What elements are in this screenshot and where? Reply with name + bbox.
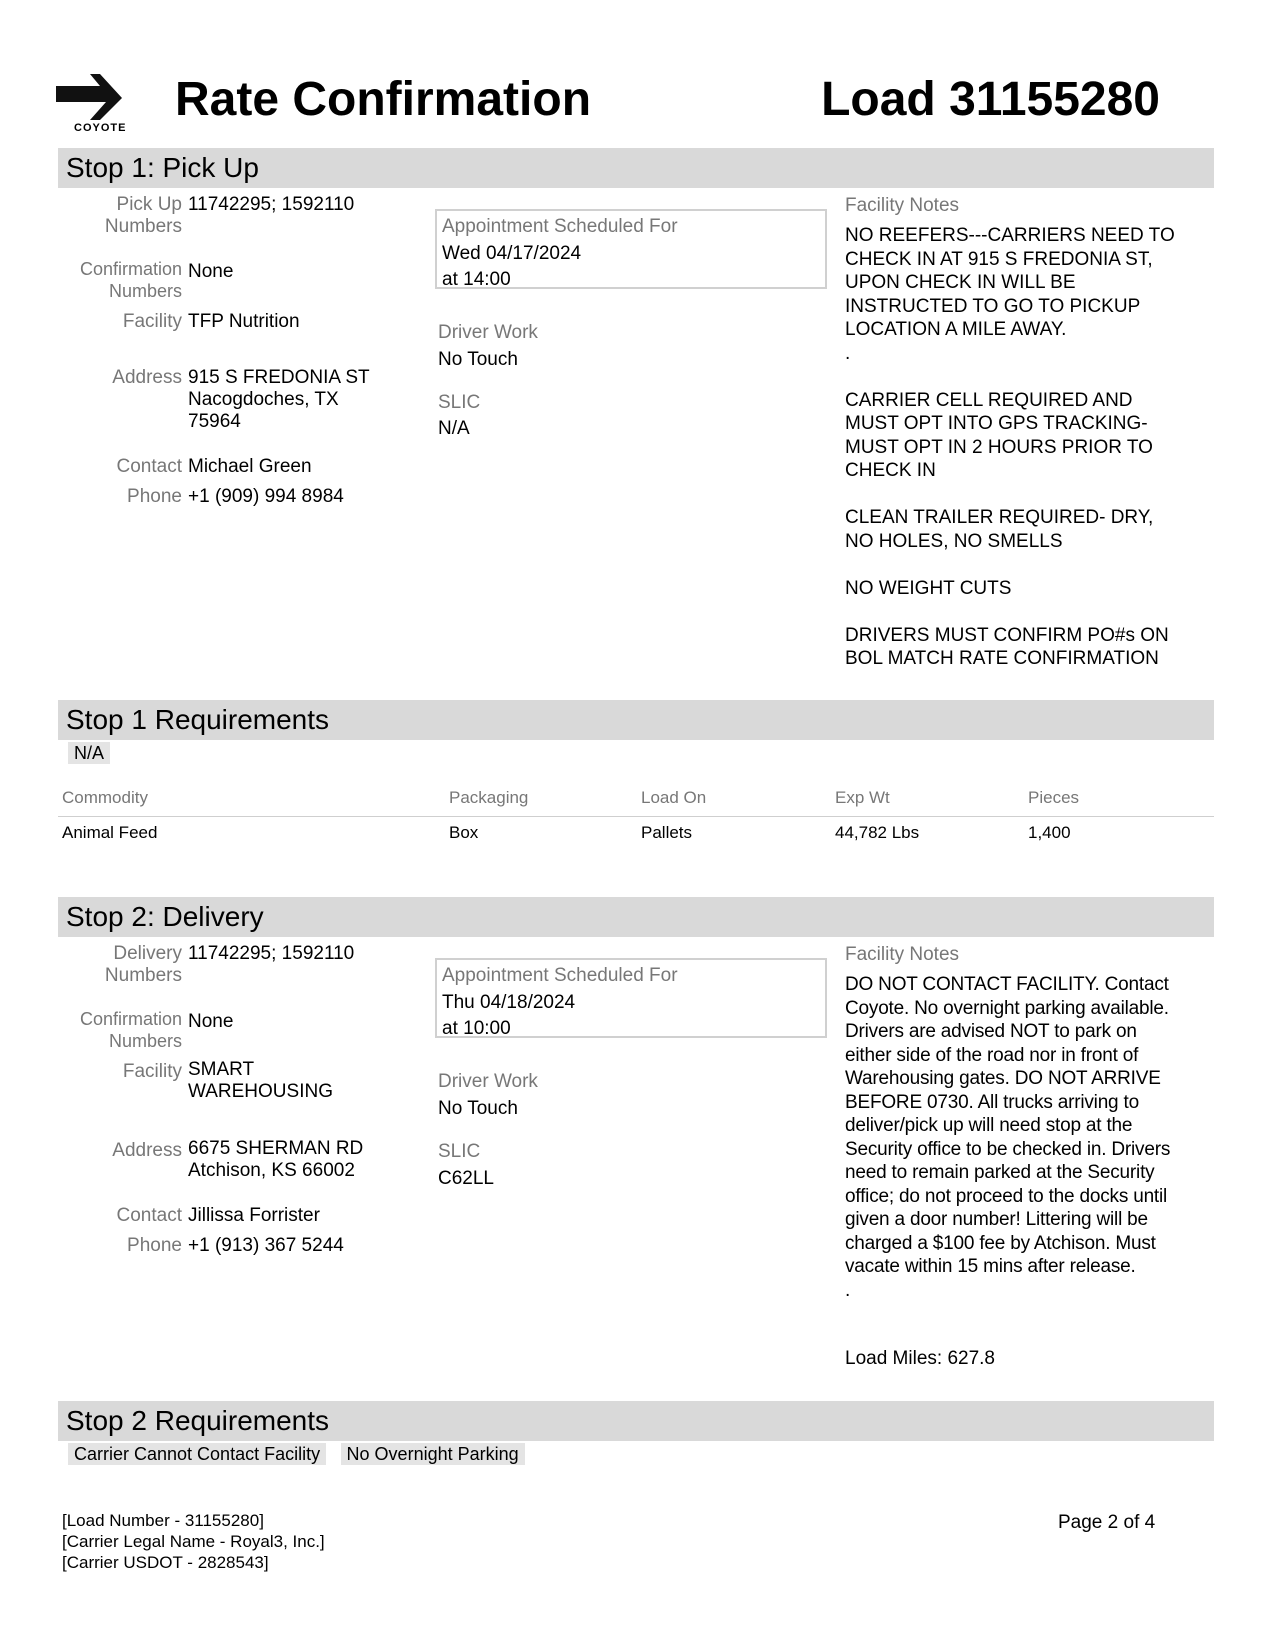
stop2-slic-value: C62LL	[438, 1168, 494, 1189]
stop1-notes-label: Facility Notes	[845, 195, 960, 216]
stop2-driver-work-label: Driver Work	[438, 1071, 538, 1092]
table-cell-pieces: 1,400	[1028, 823, 1071, 842]
coyote-logo	[56, 72, 136, 138]
page-number: Page 2 of 4	[1058, 1512, 1156, 1533]
stop1-heading-bar	[58, 148, 1214, 188]
stop2-facility-label: Facility	[122, 1061, 182, 1082]
page-title: Rate Confirmation	[175, 73, 592, 126]
stop1-confirmation-value: None	[188, 261, 234, 282]
stop1-appointment-label: Appointment Scheduled For	[442, 216, 678, 237]
stop1-requirements-list	[68, 743, 110, 764]
stop1-appointment-box	[435, 209, 827, 289]
stop1-facility-value: TFP Nutrition	[188, 311, 300, 332]
stop2-driver-work-value: No Touch	[438, 1098, 518, 1119]
stop2-address: 6675 SHERMAN RD Atchison, KS 66002	[188, 1138, 364, 1181]
stop1-facility-notes: NO REEFERS---CARRIERS NEED TO CHECK IN AT 915 S FREDONIA ST, UPON CHECK IN WILL BE INSTRUCTED TO GO TO PICKUP LOCATION A MILE AWAY. . CARRIER CELL REQUIRED AND MUST OPT INTO GPS TRACKING- MUST OPT IN 2 HOURS PRIOR TO CHECK IN CLEAN TRAILER REQUIRED- DRY, NO HOLES, NO SMELLS NO WEIGHT CUTS DRIVERS MUST CONFIRM PO#s ON BOL MATCH RATE CONFIRMATION	[845, 225, 1175, 669]
footer-carrier-info	[62, 1510, 325, 1573]
table-header-exp-wt: Exp Wt	[835, 788, 890, 807]
requirement-chip: N/A	[68, 742, 110, 764]
stop2-phone-value: +1 (913) 367 5244	[188, 1235, 344, 1256]
stop1-slic-label: SLIC	[438, 392, 481, 413]
stop2-contact-value: Jillissa Forrister	[188, 1205, 320, 1226]
requirement-chip: No Overnight Parking	[341, 1443, 525, 1465]
requirement-chip: Carrier Cannot Contact Facility	[68, 1443, 326, 1465]
stop2-delivery-label: Delivery Numbers	[104, 943, 182, 986]
footer-usdot: [Carrier USDOT - 2828543]	[62, 1553, 269, 1572]
stop2-delivery-numbers: 11742295; 1592110	[188, 943, 355, 964]
stop2-confirmation-value: None	[188, 1011, 234, 1032]
stop2-requirements-heading: Stop 2 Requirements	[66, 1405, 330, 1436]
stop2-heading: Stop 2: Delivery	[66, 901, 264, 932]
stop1-contact-value: Michael Green	[188, 456, 312, 477]
stop1-appointment-date: Wed 04/17/2024	[442, 243, 582, 264]
coyote-mark-icon	[56, 72, 136, 120]
stop1-address-label: Address	[112, 367, 182, 388]
table-divider	[58, 816, 1214, 817]
stop1-pickup-label: Pick Up Numbers	[104, 194, 182, 237]
stop1-phone-value: +1 (909) 994 8984	[188, 486, 344, 507]
stop2-facility-notes: DO NOT CONTACT FACILITY. Contact Coyote. No overnight parking available. Drivers are advised NOT to park on either side of the road nor in front of Warehousing gates. DO NOT ARRIVE BEFORE 0730. All trucks arriving to deliver/pick up will need stop at the Security office to be checked in. Drivers need to remain parked at the Security office; do not proceed to the docks until given a door number! Littering will be charged a $100 fee by Atchison. Must vacate within 15 mins after release. .	[845, 974, 1171, 1301]
stop2-confirmation-label: Confirmation Numbers	[79, 1009, 182, 1051]
stop2-slic-label: SLIC	[438, 1141, 481, 1162]
stop1-appointment-time: at 14:00	[442, 269, 511, 290]
stop1-requirements-bar	[58, 700, 1214, 740]
stop1-pickup-numbers: 11742295; 1592110	[188, 194, 355, 215]
stop1-driver-work-value: No Touch	[438, 349, 518, 370]
table-cell-commodity: Animal Feed	[62, 823, 158, 842]
stop2-facility-value: SMART WAREHOUSING	[188, 1059, 333, 1102]
stop2-appointment-date: Thu 04/18/2024	[442, 992, 576, 1013]
stop2-appointment-label: Appointment Scheduled For	[442, 965, 678, 986]
stop1-address: 915 S FREDONIA ST Nacogdoches, TX 75964	[188, 367, 370, 432]
stop2-appointment-box	[435, 958, 827, 1038]
load-miles: Load Miles: 627.8	[845, 1348, 995, 1369]
table-header-commodity: Commodity	[62, 788, 148, 807]
stop2-requirements-bar	[58, 1401, 1214, 1441]
stop2-phone-label: Phone	[127, 1235, 182, 1256]
table-header-load-on: Load On	[641, 788, 707, 807]
footer-carrier-name: [Carrier Legal Name - Royal3, Inc.]	[62, 1532, 325, 1551]
stop2-address-label: Address	[112, 1140, 182, 1161]
stop1-facility-label: Facility	[122, 311, 182, 332]
table-cell-packaging: Box	[449, 823, 479, 842]
stop1-driver-work-label: Driver Work	[438, 322, 538, 343]
stop2-heading-bar	[58, 897, 1214, 937]
stop1-heading: Stop 1: Pick Up	[66, 152, 259, 183]
stop2-appointment-time: at 10:00	[442, 1018, 511, 1039]
footer-load-number: [Load Number - 31155280]	[62, 1511, 264, 1530]
table-header-packaging: Packaging	[449, 788, 529, 807]
table-header-pieces: Pieces	[1028, 788, 1080, 807]
stop1-slic-value: N/A	[438, 418, 470, 439]
table-cell-load-on: Pallets	[641, 823, 693, 842]
stop2-requirements-list	[68, 1444, 525, 1465]
stop2-contact-label: Contact	[116, 1205, 182, 1226]
stop1-phone-label: Phone	[127, 486, 182, 507]
stop2-notes-label: Facility Notes	[845, 944, 960, 965]
stop1-contact-label: Contact	[116, 456, 182, 477]
table-cell-exp-wt: 44,782 Lbs	[835, 823, 920, 842]
load-number-title: Load 31155280	[821, 73, 1160, 126]
stop1-confirmation-label: Confirmation Numbers	[79, 259, 182, 301]
logo-text: COYOTE	[74, 122, 127, 134]
stop1-requirements-heading: Stop 1 Requirements	[66, 704, 330, 735]
